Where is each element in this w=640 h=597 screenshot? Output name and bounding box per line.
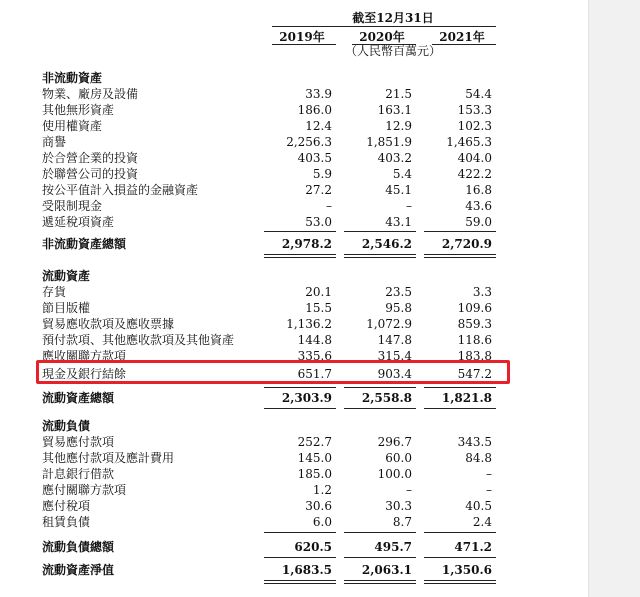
row-label: 流動負債 bbox=[42, 419, 91, 433]
row-value: 547.2 bbox=[457, 367, 492, 381]
section-title-current-assets bbox=[0, 268, 588, 284]
table-row bbox=[0, 134, 588, 150]
subtotal-rule bbox=[264, 387, 336, 388]
total-double-rule bbox=[344, 580, 416, 581]
row-value: 20.1 bbox=[305, 285, 332, 299]
subtotal-rule bbox=[264, 532, 336, 533]
row-label: 非流動資產總額 bbox=[42, 237, 127, 251]
row-value: 1,821.8 bbox=[441, 391, 492, 405]
total-double-rule bbox=[344, 254, 416, 255]
row-label: 計息銀行借款 bbox=[42, 467, 115, 481]
row-value: 16.8 bbox=[465, 183, 492, 197]
row-value: 315.4 bbox=[377, 349, 412, 363]
table-row bbox=[0, 450, 588, 466]
subtotal-rule bbox=[424, 532, 496, 533]
table-row bbox=[0, 166, 588, 182]
row-value: 60.0 bbox=[385, 451, 412, 465]
row-value: 1,072.9 bbox=[366, 317, 412, 331]
table-row bbox=[0, 150, 588, 166]
row-value: 252.7 bbox=[297, 435, 332, 449]
row-label: 流動資產總額 bbox=[42, 391, 115, 405]
row-value: 422.2 bbox=[457, 167, 492, 181]
row-value: 620.5 bbox=[294, 540, 332, 554]
row-label: 物業、廠房及設備 bbox=[42, 87, 139, 101]
section-title-current-liabilities bbox=[0, 418, 588, 434]
table-row bbox=[0, 118, 588, 134]
row-label: 於聯營公司的投資 bbox=[42, 167, 139, 181]
row-value: – bbox=[486, 467, 492, 481]
row-value: 95.8 bbox=[385, 301, 412, 315]
row-value: 27.2 bbox=[305, 183, 332, 197]
row-label: 應收關聯方款項 bbox=[42, 349, 127, 363]
row-label: 流動負債總額 bbox=[42, 540, 115, 554]
row-value: 2,063.1 bbox=[361, 563, 412, 577]
row-label: 按公平值計入損益的金融資產 bbox=[42, 183, 199, 197]
row-value: 1.2 bbox=[312, 483, 332, 497]
row-value: 2.4 bbox=[472, 515, 492, 529]
total-double-rule bbox=[264, 257, 336, 258]
subtotal-rule bbox=[424, 387, 496, 388]
row-value: 45.1 bbox=[385, 183, 412, 197]
row-label: 節目版權 bbox=[42, 301, 91, 315]
table-row bbox=[0, 198, 588, 214]
row-value: 403.2 bbox=[377, 151, 412, 165]
period-header: 截至12月31日 bbox=[352, 11, 434, 25]
row-label: 租賃負債 bbox=[42, 515, 91, 529]
subtotal-rule bbox=[264, 231, 336, 232]
row-value: 153.3 bbox=[457, 103, 492, 117]
total-double-rule bbox=[424, 580, 496, 581]
row-value: 163.1 bbox=[377, 103, 412, 117]
row-value: 15.5 bbox=[305, 301, 332, 315]
row-value: 186.0 bbox=[297, 103, 332, 117]
total-rule bbox=[424, 408, 496, 409]
row-value: 118.6 bbox=[457, 333, 492, 347]
row-value: 8.7 bbox=[392, 515, 412, 529]
total-rule bbox=[264, 557, 336, 558]
row-value: 2,303.9 bbox=[281, 391, 332, 405]
row-value: 495.7 bbox=[374, 540, 412, 554]
row-value: 185.0 bbox=[297, 467, 332, 481]
row-value: – bbox=[326, 199, 332, 213]
row-value: 2,720.9 bbox=[441, 237, 492, 251]
row-value: 5.9 bbox=[312, 167, 332, 181]
row-value: – bbox=[406, 199, 412, 213]
row-value: 5.4 bbox=[392, 167, 412, 181]
row-label: 應付關聯方款項 bbox=[42, 483, 127, 497]
table-row bbox=[0, 498, 588, 514]
table-row bbox=[0, 102, 588, 118]
row-value: 1,136.2 bbox=[286, 317, 332, 331]
row-label: 受限制現金 bbox=[42, 199, 103, 213]
table-row bbox=[0, 300, 588, 316]
row-label: 應付稅項 bbox=[42, 499, 91, 513]
row-value: 12.4 bbox=[305, 119, 332, 133]
total-row-current-assets bbox=[0, 390, 588, 406]
row-value: 3.3 bbox=[472, 285, 492, 299]
row-value: 145.0 bbox=[297, 451, 332, 465]
row-value: 859.3 bbox=[457, 317, 492, 331]
row-value: 23.5 bbox=[385, 285, 412, 299]
row-value: 403.5 bbox=[297, 151, 332, 165]
row-value: 471.2 bbox=[454, 540, 492, 554]
row-value: 1,465.3 bbox=[446, 135, 492, 149]
row-value: 43.1 bbox=[385, 215, 412, 229]
row-label: 貿易應付款項 bbox=[42, 435, 115, 449]
row-value: 335.6 bbox=[297, 349, 332, 363]
row-value: 30.3 bbox=[385, 499, 412, 513]
total-double-rule bbox=[424, 254, 496, 255]
header-rule bbox=[272, 26, 496, 27]
row-value: 183.8 bbox=[457, 349, 492, 363]
net-current-assets-row bbox=[0, 562, 588, 578]
row-value: 147.8 bbox=[377, 333, 412, 347]
row-label: 其他無形資產 bbox=[42, 103, 115, 117]
row-value: 102.3 bbox=[457, 119, 492, 133]
row-value: 84.8 bbox=[465, 451, 492, 465]
subtotal-rule bbox=[344, 532, 416, 533]
currency-unit: （人民幣百萬元） bbox=[344, 44, 441, 58]
row-value: 2,256.3 bbox=[286, 135, 332, 149]
row-value: 1,350.6 bbox=[441, 563, 492, 577]
table-row bbox=[0, 284, 588, 300]
row-value: 2,546.2 bbox=[361, 237, 412, 251]
viewer-side-panel[interactable] bbox=[588, 0, 640, 597]
row-label: 使用權資產 bbox=[42, 119, 103, 133]
row-value: 343.5 bbox=[457, 435, 492, 449]
row-value: – bbox=[486, 483, 492, 497]
total-rule bbox=[344, 408, 416, 409]
row-value: 54.4 bbox=[465, 87, 492, 101]
row-label: 非流動資產 bbox=[42, 71, 103, 85]
row-value: 651.7 bbox=[297, 367, 332, 381]
total-rule bbox=[344, 557, 416, 558]
total-double-rule bbox=[344, 583, 416, 584]
row-value: 40.5 bbox=[465, 499, 492, 513]
total-double-rule bbox=[264, 580, 336, 581]
row-value: 1,683.5 bbox=[281, 563, 332, 577]
row-value: 109.6 bbox=[457, 301, 492, 315]
total-rule bbox=[424, 557, 496, 558]
row-label: 現金及銀行結餘 bbox=[42, 367, 127, 381]
row-value: 903.4 bbox=[377, 367, 412, 381]
table-row bbox=[0, 316, 588, 332]
total-rule bbox=[264, 408, 336, 409]
row-value: – bbox=[406, 483, 412, 497]
row-label: 預付款項、其他應收款項及其他資產 bbox=[42, 333, 235, 347]
highlight-box bbox=[36, 360, 510, 384]
table-row bbox=[0, 86, 588, 102]
row-label: 於合營企業的投資 bbox=[42, 151, 139, 165]
total-double-rule bbox=[344, 257, 416, 258]
table-row bbox=[0, 466, 588, 482]
row-value: 33.9 bbox=[305, 87, 332, 101]
row-value: 21.5 bbox=[385, 87, 412, 101]
total-row-non-current-assets bbox=[0, 236, 588, 252]
row-label: 流動資產淨值 bbox=[42, 563, 115, 577]
row-label: 商譽 bbox=[42, 135, 67, 149]
row-value: 59.0 bbox=[465, 215, 492, 229]
row-value: 404.0 bbox=[457, 151, 492, 165]
row-label: 其他應付款項及應計費用 bbox=[42, 451, 175, 465]
section-title-non-current-assets bbox=[0, 70, 588, 86]
subtotal-rule bbox=[344, 387, 416, 388]
year-2019-header: 2019年 bbox=[279, 30, 325, 44]
row-value: 53.0 bbox=[305, 215, 332, 229]
row-label: 流動資產 bbox=[42, 269, 91, 283]
row-value: 296.7 bbox=[377, 435, 412, 449]
table-row bbox=[0, 332, 588, 348]
total-double-rule bbox=[264, 583, 336, 584]
total-row-current-liabilities bbox=[0, 539, 588, 555]
table-row bbox=[0, 214, 588, 230]
row-value: 12.9 bbox=[385, 119, 412, 133]
row-value: 6.0 bbox=[312, 515, 332, 529]
row-value: 30.6 bbox=[305, 499, 332, 513]
row-value: 100.0 bbox=[377, 467, 412, 481]
table-row bbox=[0, 514, 588, 530]
total-double-rule bbox=[424, 583, 496, 584]
year-2021-header: 2021年 bbox=[439, 30, 485, 44]
table-row bbox=[0, 482, 588, 498]
row-label: 遞延稅項資產 bbox=[42, 215, 115, 229]
table-row bbox=[0, 434, 588, 450]
row-label: 存貨 bbox=[42, 285, 67, 299]
table-row bbox=[0, 182, 588, 198]
row-value: 2,558.8 bbox=[361, 391, 412, 405]
row-value: 2,978.2 bbox=[281, 237, 332, 251]
row-value: 43.6 bbox=[465, 199, 492, 213]
year-2020-header: 2020年 bbox=[359, 30, 405, 44]
row-value: 1,851.9 bbox=[366, 135, 412, 149]
total-double-rule bbox=[424, 257, 496, 258]
row-label: 貿易應收款項及應收票據 bbox=[42, 317, 175, 331]
subtotal-rule bbox=[424, 231, 496, 232]
subtotal-rule bbox=[344, 231, 416, 232]
total-double-rule bbox=[264, 254, 336, 255]
row-value: 144.8 bbox=[297, 333, 332, 347]
